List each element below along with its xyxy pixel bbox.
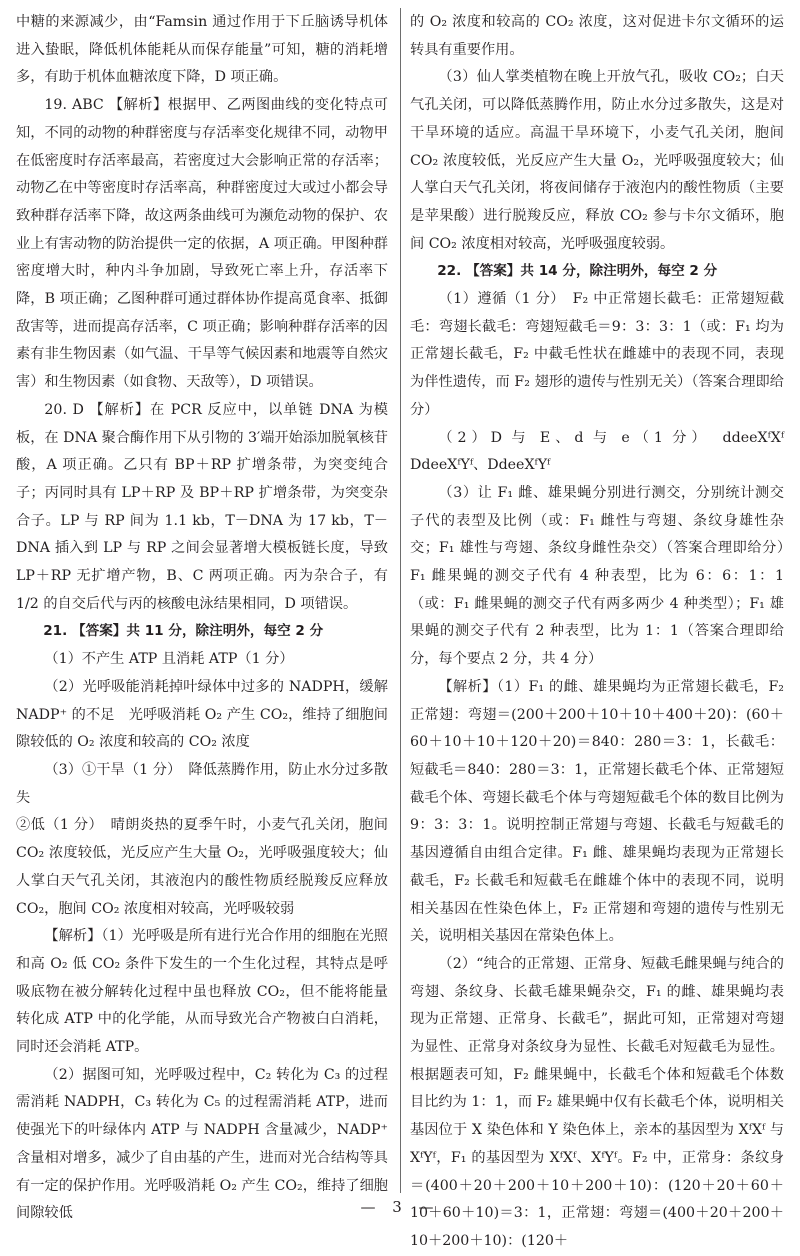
left-column bbox=[16, 9, 388, 1228]
page-number: — 3 — bbox=[360, 1198, 440, 1216]
paragraph: （3）①干旱（1 分） 降低蒸腾作用，防止水分过多散失 bbox=[16, 761, 388, 806]
paragraph: ②低（1 分） 晴朗炎热的夏季午时，小麦气孔关闭，胞间 CO₂ 浓度较低，光反应产生大量 O₂，光呼吸强度较大；仙人掌白天气孔关闭，其液泡内的酸性物质经脱羧反应释放 CO₂，胞间 CO₂ 浓度相对较高，光呼吸较弱 bbox=[16, 817, 388, 917]
answer-heading: 21. 【答案】共 11 分，除注明外，每空 2 分 bbox=[43, 623, 324, 640]
paragraph: 的 O₂ 浓度和较高的 CO₂ 浓度，这对促进卡尔文循环的运转具有重要作用。 bbox=[410, 14, 784, 58]
paragraph: 19. ABC 【解析】根据甲、乙两图曲线的变化特点可知，不同的动物的种群密度与存活率变化规律不同，动物甲在低密度时存活率最高，若密度过大会影响正常的存活率；动物乙在中等密度时存活率高，种群密度过大或过小都会导致种群存活率下降，故这两条曲线可为濒危动物的保护、农业上有害动物的防治提供一定的依据，A 项正确。甲图种群密度增大时，种内斗争加剧，导致死亡率上升，存活率下降，B 项正确；乙图种群可通过群体协作提高觅食率、抵御敌害等，进而提高存活率，C 项正确；影响种群存活率的因素有非生物因素（如气温、干旱等气候因素和地震等自然灾害）和生物因素（如食物、天敌等），D 项错误。 bbox=[16, 97, 388, 391]
paragraph: （3）让 F₁ 雌、雄果蝇分别进行测交，分别统计测交子代的表型及比例（或：F₁ 雌性与弯翅、条纹身雄性杂交；F₁ 雄性与弯翅、条纹身雌性杂交）（答案合理即给分） F₁ 雌果蝇的测交子代有 4 种表型，比为 6：6：1：1（或：F₁ 雌果蝇的测交子代有两多两少 4 种类型）；F₁ 雄果蝇的测交子代有 2 种表型，比为 1：1（答案合理即给分，每个要点 2 分，共 4 分） bbox=[410, 484, 799, 668]
paragraph: （2）D 与 E、d 与 e（1 分） ddeeXᶠXᶠ DdeeXᶠYᶠ、DdeeXᶠYᶠ bbox=[410, 429, 799, 474]
paragraph: 【解析】（1）光呼吸是所有进行光合作用的细胞在光照和高 O₂ 低 CO₂ 条件下发生的一个生化过程，其特点是呼吸底物在被分解转化过程中虽也释放 CO₂，但不能将能量转化成 ATP 中的化学能，从而导致光合产物被白白消耗，同时还会消耗 ATP。 bbox=[16, 928, 388, 1056]
paragraph: （3）仙人掌类植物在晚上开放气孔，吸收 CO₂；白天气孔关闭，可以降低蒸腾作用，防止水分过多散失，这是对干旱环境的适应。高温干旱环境下，小麦气孔关闭，胞间 CO₂ 浓度较低，光反应产生大量 O₂，光呼吸强度较大；仙人掌白天气孔关闭，将夜间储存于液泡内的酸性物质（主要是苹果酸）进行脱羧反应，释放 CO₂ 参与卡尔文循环，胞间 CO₂ 浓度相对较高，光呼吸强度较弱。 bbox=[410, 69, 784, 252]
paragraph: 【解析】（1）F₁ 的雌、雄果蝇均为正常翅长截毛，F₂ 正常翅：弯翅＝(200＋200＋10＋10＋400＋20)：(60＋60＋10＋10＋120＋20)＝840：280＝3：1，长截毛：短截毛＝840：280＝3：1，正常翅长截毛个体、正常翅短截毛个体、弯翅长截毛个体与弯翅短截毛个体的数目比例为 9：3：3：1。说明控制正常翅与弯翅、长截毛与短截毛的基因遵循自由组合定律。F₁ 雌、雄果蝇均表现为正常翅长截毛，F₂ 长截毛和短截毛在雌雄个体中的表现不同，说明相关基因在性染色体上，F₂ 正常翅和弯翅的遗传与性别无关，说明相关基因在常染色体上。 bbox=[410, 678, 784, 945]
paragraph: （2）光呼吸能消耗掉叶绿体中过多的 NADPH，缓解 NADP⁺ 的不足 光呼吸消耗 O₂ 产生 CO₂，维持了细胞间隙较低的 O₂ 浓度和较高的 CO₂ 浓度 bbox=[16, 678, 388, 751]
column-divider bbox=[400, 8, 401, 1193]
answer-heading: 22. 【答案】共 14 分，除注明外，每空 2 分 bbox=[437, 263, 718, 280]
paragraph: 20. D 【解析】在 PCR 反应中，以单链 DNA 为模板，在 DNA 聚合酶作用下从引物的 3′端开始添加脱氧核苷酸，A 项正确。乙只有 BP＋RP 扩增条带，为突变纯合子；丙同时具有 LP＋RP 及 BP＋RP 扩增条带，为突变杂合子。LP 与 RP 间为 1.1 kb，T－DNA 为 17 kb，T－DNA 插入到 LP 与 RP 之间会显著增大模板链长度，导致 LP＋RP 无扩增产物，B、C 两项正确。丙为杂合子，有 1/2 的自交后代与丙的核酸电泳结果相同，D 项错误。 bbox=[16, 401, 388, 612]
paragraph: （2）据图可知，光呼吸过程中，C₂ 转化为 C₃ 的过程需消耗 NADPH，C₃ 转化为 C₅ 的过程需消耗 ATP，进而使强光下的叶绿体内 ATP 与 NADPH 含量减少，NADP⁺ 含量相对增多，减少了自由基的产生，进而对光合结构等具有一定的保护作用。光呼吸消耗 O₂ 产生 CO₂，维持了细胞间隙较低 bbox=[16, 1066, 388, 1222]
paragraph: （1）不产生 ATP 且消耗 ATP（1 分） bbox=[44, 651, 294, 668]
paragraph: （1）遵循（1 分） F₂ 中正常翅长截毛：正常翅短截毛：弯翅长截毛：弯翅短截毛＝9：3：3：1（或：F₁ 均为正常翅长截毛，F₂ 中截毛性状在雌雄中的表现不同，表现为伴性遗传，而 F₂ 翅形的遗传与性别无关）（答案合理即给分） bbox=[410, 291, 784, 418]
right-column bbox=[410, 9, 799, 1256]
paragraph: （2）“纯合的正常翅、正常身、短截毛雌果蝇与纯合的弯翅、条纹身、长截毛雄果蝇杂交，F₁ 的雌、雄果蝇均表现为正常翅、正常身、长截毛”，据此可知，正常翅对弯翅为显性、正常身对条纹身为显性、长截毛对短截毛为显性。根据题表可知，F₂ 雌果蝇中，长截毛个体和短截毛个体数目比约为 1：1，而 F₂ 雄果蝇中仅有长截毛个体，说明相关基因位于 X 染色体和 Y 染色体上，亲本的基因型为 XᶠXᶠ 与 XᶠYᶠ，F₁ 的基因型为 XᶠXᶠ、XᶠYᶠ。F₂ 中，正常身：条纹身＝(400＋20＋200＋10＋200＋10)：(120＋20＋60＋10＋60＋10)＝3：1，正常翅：弯翅＝(400＋20＋200＋10＋200＋10)：(120＋ bbox=[410, 955, 784, 1249]
paragraph: 中糖的来源减少，由“Famsin 通过作用于下丘脑诱导机体进入蛰眠，降低机体能耗从而保存能量”可知，糖的消耗增多，有助于机体血糖浓度下降，D 项正确。 bbox=[16, 14, 388, 86]
